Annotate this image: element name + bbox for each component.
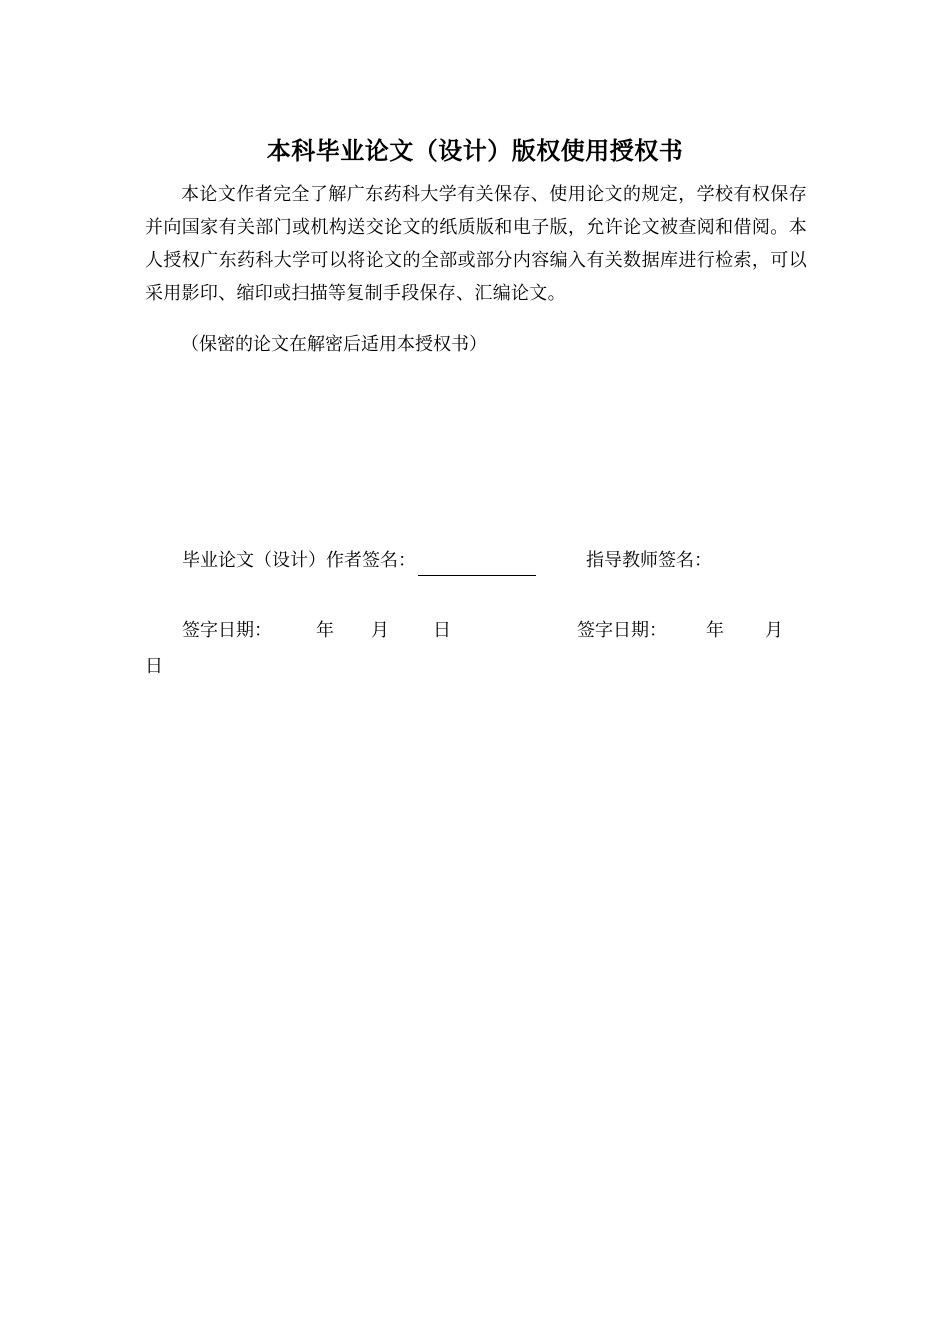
teacher-signature-label: 指导教师签名： [586, 550, 712, 571]
confidentiality-note: （保密的论文在解密后适用本授权书） [181, 334, 487, 355]
teacher-date-month: 月 [765, 620, 783, 641]
authorization-paragraph: 本论文作者完全了解广东药科大学有关保存、使用论文的规定，学校有权保存并向国家有关部门或机构送交论文的纸质版和电子版，允许论文被查阅和借阅。本人授权广东药科大学可以将论文的全部或部分内容编入有关数据库进行检索，可以采用影印、缩印或扫描等复制手段保存、汇编论文。 [145, 184, 807, 304]
teacher-date-day: 日 [145, 656, 163, 677]
document-title: 本科毕业论文（设计）版权使用授权书 [266, 137, 684, 165]
author-signature-row [182, 546, 536, 576]
teacher-date-label: 签字日期： [577, 620, 667, 641]
author-date-day: 日 [433, 620, 451, 641]
teacher-date-year: 年 [706, 620, 724, 641]
author-date-year: 年 [316, 620, 334, 641]
author-signature-line[interactable] [418, 553, 536, 576]
teacher-signature-row [586, 546, 712, 576]
author-signature-label: 毕业论文（设计）作者签名： [182, 550, 416, 571]
author-date-month: 月 [371, 620, 389, 641]
author-date-label: 签字日期： [182, 620, 272, 641]
